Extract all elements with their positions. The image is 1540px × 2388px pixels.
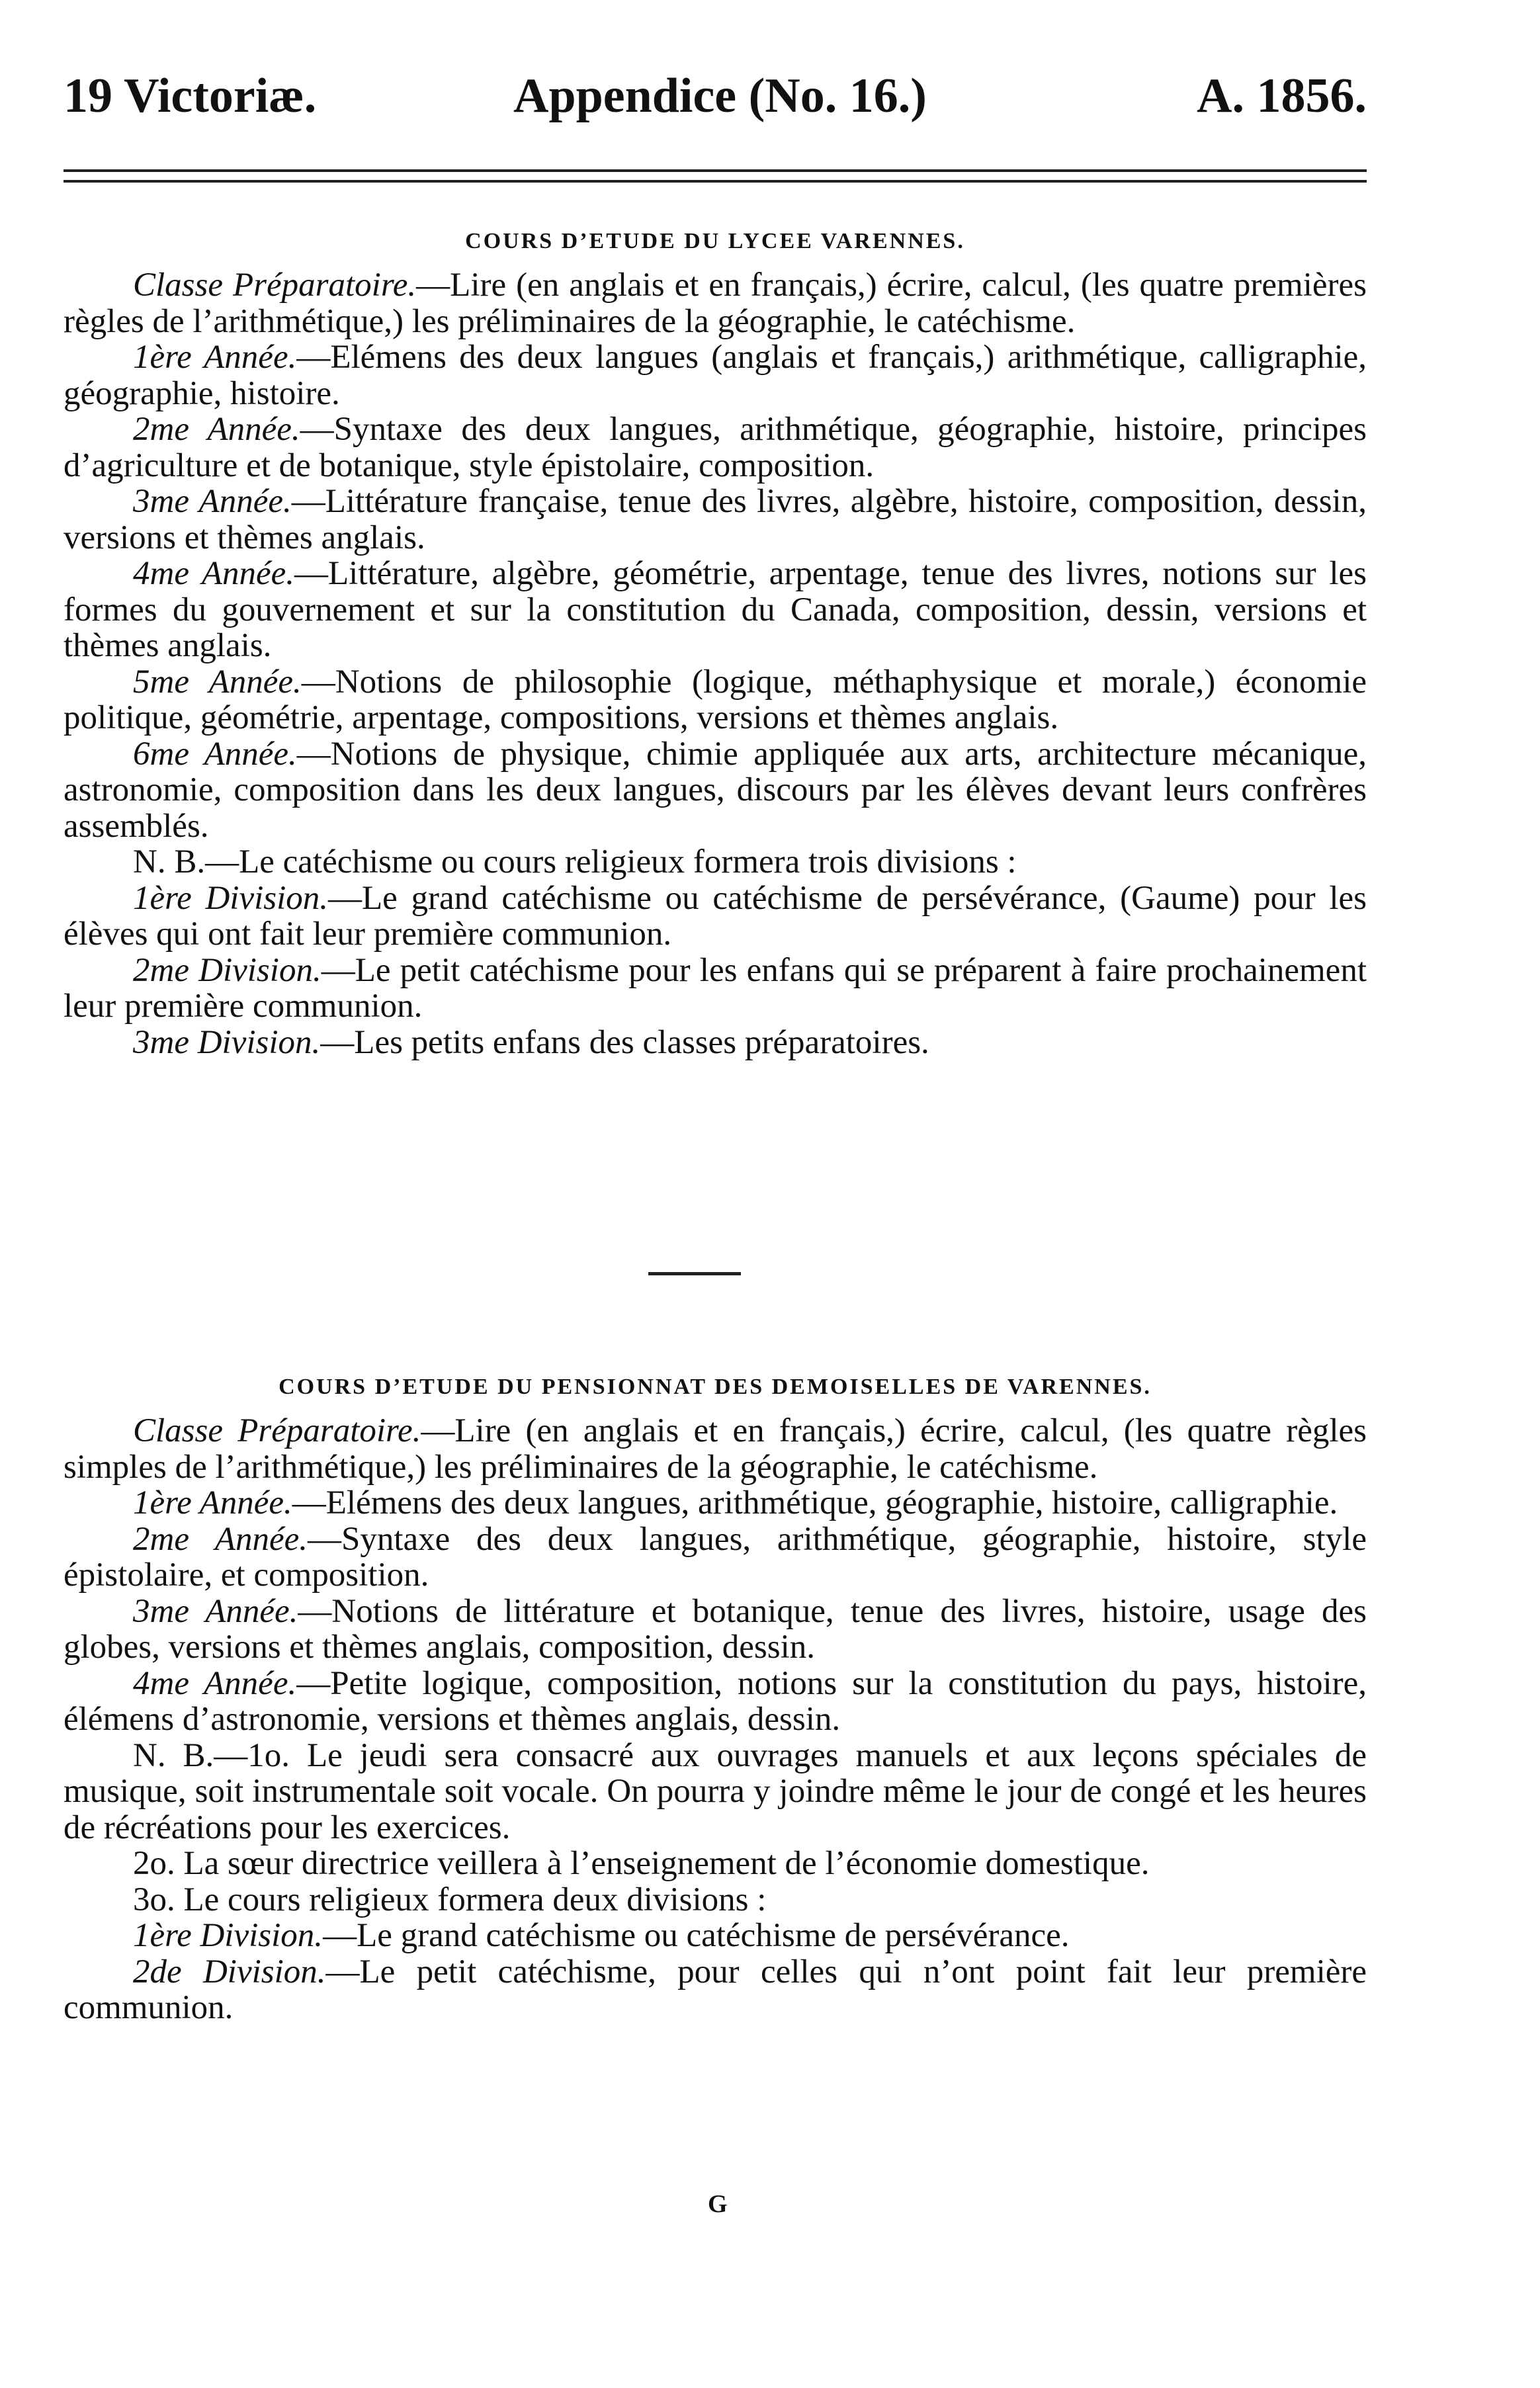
paragraph-text: —Notions de philosophie (logique, méthaphysique et morale,) économie politique, géométrie, arpentage, compositions, versions et thèmes anglais. bbox=[64, 663, 1367, 736]
paragraph-text: —Elémens des deux langues (anglais et français,) arithmétique, calligraphie, géographie, histoire. bbox=[64, 339, 1367, 412]
paragraph-text: N. B.—Le catéchisme ou cours religieux formera trois divisions : bbox=[133, 843, 1017, 880]
paragraph bbox=[64, 880, 1367, 953]
paragraph bbox=[64, 664, 1367, 736]
paragraph-lead: 3me Année. bbox=[133, 483, 292, 520]
paragraph-lead: 4me Année. bbox=[133, 555, 294, 592]
paragraph bbox=[64, 736, 1367, 845]
paragraph-lead: 2me Année. bbox=[133, 411, 300, 448]
paragraph bbox=[64, 556, 1367, 664]
paragraph-lead: 2de Division. bbox=[133, 1953, 326, 1990]
section-separator bbox=[648, 1272, 741, 1275]
paragraph-lead: 1ère Année. bbox=[133, 1484, 292, 1521]
paragraph-text: 2o. La sœur directrice veillera à l’enseignement de l’économie domestique. bbox=[133, 1845, 1150, 1882]
paragraph bbox=[64, 1025, 1367, 1061]
paragraph bbox=[64, 484, 1367, 556]
paragraph-lead: 4me Année. bbox=[133, 1664, 297, 1702]
paragraph-lead: Classe Préparatoire. bbox=[133, 1412, 421, 1449]
paragraph-text: —Lire (en anglais et en français,) écrire, calcul, (les quatre premières règles de l’arithmétique,) les préliminaires de la géographie, le catéchisme. bbox=[64, 267, 1367, 340]
paragraph bbox=[64, 1413, 1367, 1485]
paragraph-lead: 1ère Année. bbox=[133, 339, 297, 376]
paragraph-text: —Littérature française, tenue des livres, algèbre, histoire, composition, dessin, versions et thèmes anglais. bbox=[64, 483, 1367, 556]
paragraph-text: —Le grand catéchisme ou catéchisme de persévérance, (Gaume) pour les élèves qui ont fait leur première communion. bbox=[64, 879, 1367, 953]
paragraph-text: N. B.—1o. Le jeudi sera consacré aux ouvrages manuels et aux leçons spéciales de musique, soit instrumentale soit vocale. On pourra y joindre même le jour de congé et les heures de récréations pour les exercices. bbox=[64, 1736, 1367, 1846]
paragraph bbox=[64, 1666, 1367, 1738]
paragraph bbox=[64, 1882, 1367, 1918]
paragraph-lead: 1ère Division. bbox=[133, 1917, 323, 1954]
header-year: A. 1856. bbox=[1197, 69, 1367, 123]
paragraph-text: —Littérature, algèbre, géométrie, arpentage, tenue des livres, notions sur les formes du gouvernement et sur la constitution du Canada, composition, dessin, versions et thèmes anglais. bbox=[64, 555, 1367, 664]
signature-mark: G bbox=[708, 2190, 728, 2218]
paragraph bbox=[64, 411, 1367, 484]
paragraph bbox=[64, 1521, 1367, 1594]
paragraph bbox=[64, 844, 1367, 880]
paragraph-lead: 5me Année. bbox=[133, 663, 302, 701]
header-session: 19 Victoriæ. bbox=[64, 69, 317, 123]
paragraph-lead: 1ère Division. bbox=[133, 879, 329, 917]
paragraph-lead: 6me Année. bbox=[133, 735, 297, 773]
paragraph bbox=[64, 1918, 1367, 1954]
paragraph bbox=[64, 1846, 1367, 1882]
section-pensionnat bbox=[64, 1413, 1367, 2026]
paragraph-lead: 2me Année. bbox=[133, 1520, 308, 1558]
header-rule bbox=[64, 169, 1367, 183]
paragraph-text: —Lire (en anglais et en français,) écrire, calcul, (les quatre règles simples de l’arithmétique,) les préliminaires de la géographie, le catéchisme. bbox=[64, 1412, 1367, 1486]
paragraph bbox=[64, 1738, 1367, 1846]
paragraph-text: —Le petit catéchisme pour les enfans qui se préparent à faire prochainement leur première communion. bbox=[64, 951, 1367, 1025]
page-header bbox=[64, 66, 1367, 126]
paragraph bbox=[64, 339, 1367, 411]
paragraph-text: —Le petit catéchisme, pour celles qui n’ont point fait leur première communion. bbox=[64, 1953, 1367, 2026]
paragraph-lead: 3me Division. bbox=[133, 1023, 321, 1061]
paragraph bbox=[64, 953, 1367, 1025]
paragraph-lead: Classe Préparatoire. bbox=[133, 267, 417, 304]
paragraph-text: —Petite logique, composition, notions sur la constitution du pays, histoire, élémens d’astronomie, versions et thèmes anglais, dessin. bbox=[64, 1664, 1367, 1738]
paragraph-lead: 2me Division. bbox=[133, 951, 321, 989]
paragraph-lead: 3me Année. bbox=[133, 1592, 298, 1630]
paragraph-text: 3o. Le cours religieux formera deux divisions : bbox=[133, 1881, 767, 1918]
paragraph-text: —Elémens des deux langues, arithmétique, géographie, histoire, calligraphie. bbox=[292, 1484, 1338, 1521]
section-heading-lycee: COURS D’ETUDE DU LYCEE VARENNES. bbox=[465, 229, 965, 253]
paragraph bbox=[64, 267, 1367, 339]
section-heading-pensionnat: COURS D’ETUDE DU PENSIONNAT DES DEMOISELLES DE VARENNES. bbox=[278, 1375, 1152, 1399]
paragraph-text: —Syntaxe des deux langues, arithmétique, géographie, histoire, style épistolaire, et composition. bbox=[64, 1520, 1367, 1594]
paragraph-text: —Syntaxe des deux langues, arithmétique, géographie, histoire, principes d’agriculture et de botanique, style épistolaire, composition. bbox=[64, 411, 1367, 484]
paragraph-text: —Les petits enfans des classes préparatoires. bbox=[320, 1023, 929, 1061]
paragraph-text: —Notions de littérature et botanique, tenue des livres, histoire, usage des globes, versions et thèmes anglais, composition, dessin. bbox=[64, 1592, 1367, 1666]
header-appendix: Appendice (No. 16.) bbox=[513, 69, 927, 123]
section-lycee bbox=[64, 267, 1367, 1060]
paragraph-text: —Le grand catéchisme ou catéchisme de persévérance. bbox=[323, 1917, 1070, 1954]
paragraph bbox=[64, 1594, 1367, 1666]
paragraph bbox=[64, 1485, 1367, 1521]
paragraph bbox=[64, 1954, 1367, 2026]
paragraph-text: —Notions de physique, chimie appliquée aux arts, architecture mécanique, astronomie, composition dans les deux langues, discours par les élèves devant leurs confrères assemblés. bbox=[64, 735, 1367, 845]
